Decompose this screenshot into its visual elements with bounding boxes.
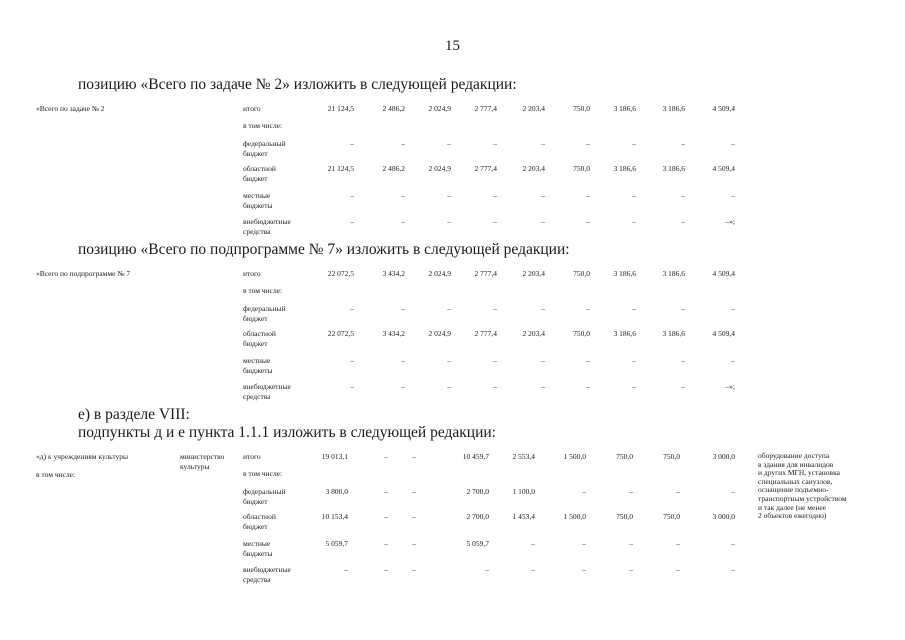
value-cell: –	[586, 304, 590, 313]
value-cell: –	[350, 217, 354, 226]
value-cell: –	[344, 565, 348, 574]
value-cell: –	[681, 139, 685, 148]
value-cell: –	[541, 191, 545, 200]
value-cell: –»;	[725, 217, 735, 226]
value-cell: –	[681, 304, 685, 313]
value-cell: 750,0	[663, 512, 680, 521]
value-cell: –	[493, 382, 497, 391]
value-cell: 10 459,7	[462, 452, 489, 461]
source-cell: итого	[243, 269, 261, 278]
value-cell: 19 013,1	[321, 452, 348, 461]
page-number: 15	[445, 38, 460, 54]
heading-task-2: позицию «Всего по задаче № 2» изложить в следующей редакции:	[78, 76, 517, 93]
value-cell: –	[447, 304, 451, 313]
value-cell: –	[632, 304, 636, 313]
source-cell: федеральный бюджет	[243, 139, 286, 158]
value-cell: –	[731, 539, 735, 548]
value-cell: 3 186,6	[613, 164, 636, 173]
value-cell: –	[350, 191, 354, 200]
value-cell: –	[541, 217, 545, 226]
value-cell: 750,0	[616, 512, 633, 521]
value-cell: –	[401, 356, 405, 365]
value-cell: –	[731, 139, 735, 148]
source-cell: федеральный бюджет	[243, 487, 286, 506]
heading-subprogram-7: позицию «Всего по подпрограмме № 7» изложить в следующей редакции:	[78, 241, 570, 258]
source-cell: внебюджетные средства	[243, 382, 291, 401]
value-cell: –	[632, 356, 636, 365]
value-cell: 750,0	[573, 329, 590, 338]
value-cell: 2 700,0	[466, 487, 489, 496]
value-cell: –	[541, 139, 545, 148]
value-cell: –	[541, 382, 545, 391]
value-cell: 21 124,5	[327, 164, 354, 173]
value-cell: –	[447, 139, 451, 148]
value-cell: –	[531, 565, 535, 574]
value-cell: –	[401, 139, 405, 148]
value-cell: –	[731, 487, 735, 496]
value-cell: –	[586, 139, 590, 148]
value-cell: –	[447, 191, 451, 200]
value-cell: 3 186,6	[613, 269, 636, 278]
value-cell: –	[681, 356, 685, 365]
source-cell: местные бюджеты	[243, 356, 273, 375]
value-cell: –	[412, 539, 416, 548]
value-cell: –	[586, 382, 590, 391]
value-cell: 2 203,4	[522, 329, 545, 338]
value-cell: 1 453,4	[512, 512, 535, 521]
value-cell: 3 000,0	[712, 512, 735, 521]
value-cell: –	[632, 139, 636, 148]
value-cell: –	[541, 304, 545, 313]
value-cell: 3 186,6	[613, 104, 636, 113]
value-cell: 22 072,5	[327, 269, 354, 278]
value-cell: –	[731, 191, 735, 200]
value-cell: 2 024,9	[428, 329, 451, 338]
value-cell: 2 024,9	[428, 164, 451, 173]
value-cell: –	[629, 487, 633, 496]
value-cell: –»;	[725, 382, 735, 391]
source-cell: местные бюджеты	[243, 191, 273, 210]
value-cell: –	[350, 304, 354, 313]
value-cell: 3 800,0	[325, 487, 348, 496]
value-cell: 2 486,2	[382, 104, 405, 113]
value-cell: –	[447, 217, 451, 226]
value-cell: –	[493, 356, 497, 365]
value-cell: –	[447, 356, 451, 365]
row-sublabel: в том числе:	[36, 470, 76, 479]
value-cell: 2 024,9	[428, 104, 451, 113]
value-cell: –	[582, 539, 586, 548]
value-cell: 22 072,5	[327, 329, 354, 338]
value-cell: 3 434,2	[382, 329, 405, 338]
value-cell: –	[582, 487, 586, 496]
value-cell: –	[350, 382, 354, 391]
value-cell: –	[632, 217, 636, 226]
value-cell: –	[586, 191, 590, 200]
value-cell: –	[586, 217, 590, 226]
value-cell: –	[447, 382, 451, 391]
value-cell: –	[681, 191, 685, 200]
value-cell: 3 186,6	[662, 104, 685, 113]
value-cell: –	[401, 382, 405, 391]
value-cell: –	[731, 304, 735, 313]
value-cell: –	[493, 139, 497, 148]
heading-section-8: е) в разделе VIII:	[78, 406, 190, 423]
source-cell: областной бюджет	[243, 329, 276, 348]
source-cell: в том числе:	[243, 121, 283, 130]
source-cell: итого	[243, 104, 261, 113]
value-cell: –	[493, 191, 497, 200]
value-cell: 21 124,5	[327, 104, 354, 113]
value-cell: –	[629, 539, 633, 548]
value-cell: 750,0	[573, 269, 590, 278]
value-cell: 2 777,4	[474, 329, 497, 338]
value-cell: 3 186,6	[662, 269, 685, 278]
row-label: «Всего по подпрограмме № 7	[36, 269, 131, 278]
value-cell: 2 777,4	[474, 269, 497, 278]
value-cell: –	[629, 565, 633, 574]
value-cell: 3 186,6	[662, 329, 685, 338]
value-cell: 2 203,4	[522, 164, 545, 173]
value-cell: 2 777,4	[474, 164, 497, 173]
source-cell: в том числе:	[243, 286, 283, 295]
value-cell: –	[384, 565, 388, 574]
value-cell: 750,0	[573, 164, 590, 173]
value-cell: –	[582, 565, 586, 574]
heading-subitems: подпункты д и е пункта 1.1.1 изложить в следующей редакции:	[78, 424, 496, 441]
value-cell: 1 500,0	[563, 452, 586, 461]
source-cell: итого	[243, 452, 261, 461]
value-cell: 4 509,4	[712, 164, 735, 173]
value-cell: 750,0	[663, 452, 680, 461]
value-cell: –	[676, 539, 680, 548]
value-cell: –	[681, 217, 685, 226]
source-cell: внебюджетные средства	[243, 217, 291, 236]
value-cell: –	[681, 382, 685, 391]
value-cell: –	[384, 452, 388, 461]
value-cell: –	[412, 565, 416, 574]
result-cell: оборудование доступа в здания для инвалидов и других МГН, установка специальных санузлов, оснащение подъемно- транспортным устройством и так далее (не менее 2 объектов ежегодно)	[758, 451, 847, 521]
value-cell: –	[350, 139, 354, 148]
value-cell: 5 059,7	[325, 539, 348, 548]
value-cell: 1 500,0	[563, 512, 586, 521]
value-cell: 2 700,0	[466, 512, 489, 521]
source-cell: в том числе:	[243, 469, 283, 478]
executor-cell: министерство культуры	[180, 452, 225, 471]
row-label: «д) к учреждениям культуры	[36, 452, 129, 461]
value-cell: –	[632, 382, 636, 391]
row-label: «Всего по задаче № 2	[36, 104, 105, 113]
value-cell: 2 553,4	[512, 452, 535, 461]
source-cell: областной бюджет	[243, 164, 276, 183]
value-cell: –	[586, 356, 590, 365]
value-cell: 4 509,4	[712, 104, 735, 113]
value-cell: –	[401, 304, 405, 313]
source-cell: областной бюджет	[243, 512, 276, 531]
value-cell: –	[676, 487, 680, 496]
value-cell: –	[384, 512, 388, 521]
value-cell: –	[401, 217, 405, 226]
value-cell: 10 153,4	[321, 512, 348, 521]
value-cell: –	[412, 512, 416, 521]
value-cell: 2 486,2	[382, 164, 405, 173]
value-cell: 750,0	[616, 452, 633, 461]
value-cell: 2 203,4	[522, 269, 545, 278]
value-cell: –	[350, 356, 354, 365]
value-cell: –	[676, 565, 680, 574]
value-cell: –	[401, 191, 405, 200]
value-cell: –	[384, 539, 388, 548]
value-cell: 3 434,2	[382, 269, 405, 278]
value-cell: 2 024,9	[428, 269, 451, 278]
value-cell: –	[493, 217, 497, 226]
value-cell: –	[632, 191, 636, 200]
value-cell: –	[412, 452, 416, 461]
value-cell: –	[731, 565, 735, 574]
value-cell: 750,0	[573, 104, 590, 113]
value-cell: 3 000,0	[712, 452, 735, 461]
value-cell: 2 777,4	[474, 104, 497, 113]
value-cell: 3 186,6	[613, 329, 636, 338]
value-cell: 2 203,4	[522, 104, 545, 113]
value-cell: –	[541, 356, 545, 365]
value-cell: 5 059,7	[466, 539, 489, 548]
value-cell: –	[731, 356, 735, 365]
value-cell: –	[412, 487, 416, 496]
value-cell: –	[485, 565, 489, 574]
source-cell: федеральный бюджет	[243, 304, 286, 323]
source-cell: местные бюджеты	[243, 539, 273, 558]
value-cell: 1 100,0	[512, 487, 535, 496]
value-cell: 4 509,4	[712, 329, 735, 338]
value-cell: –	[493, 304, 497, 313]
value-cell: –	[384, 487, 388, 496]
value-cell: –	[531, 539, 535, 548]
value-cell: 3 186,6	[662, 164, 685, 173]
value-cell: 4 509,4	[712, 269, 735, 278]
source-cell: внебюджетные средства	[243, 565, 291, 584]
